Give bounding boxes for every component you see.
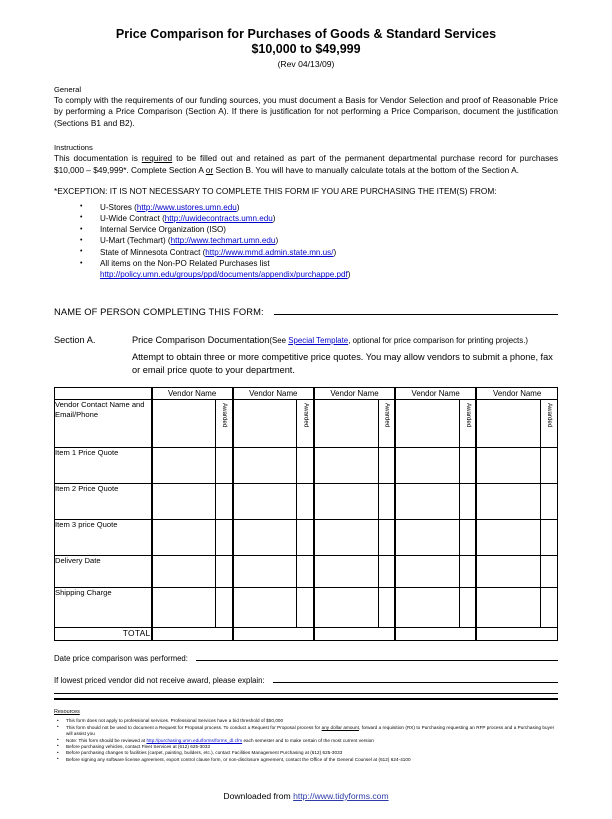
list-item: [54, 725, 558, 738]
awd-v3-item2[interactable]: [378, 484, 395, 520]
section-a-heading-line: [132, 335, 558, 347]
bullet-text: U-Stores (: [100, 202, 137, 212]
price-comparison-table: [54, 387, 558, 641]
exception-note: *EXCEPTION: IT IS NOT NECESSARY TO COMPLETE THIS FORM IF YOU ARE PURCHASING THE ITEM(S) FROM:: [54, 186, 497, 197]
section-a-instruction: Attempt to obtain three or more competitive price quotes. You may allow vendors to submit a phone, fax or email price quote to your department.: [132, 352, 553, 375]
special-template-link[interactable]: Special Template: [288, 335, 349, 345]
vendor-name-header-2: Vendor Name: [233, 388, 314, 400]
footer-prefix: Downloaded from: [223, 791, 294, 801]
cell-vendor3-item1[interactable]: [314, 448, 378, 484]
cell-vendor3-contact[interactable]: [314, 400, 378, 448]
resource-text: Before purchasing vehicles, contact Fleet Services at (612) 625-3033: [66, 744, 211, 750]
bullet-tail: ): [333, 247, 337, 257]
general-heading: General: [54, 85, 82, 94]
name-of-person-input[interactable]: [274, 314, 558, 315]
general-paragraph: To comply with the requirements of our funding sources, you must document a Basis for Vendor Selection and proof of Reasonable Price by performing a Price Comparison (Section A). If there is justification for not performing a Price Comparison, document the justification (Sections B1 and B2).: [54, 95, 558, 128]
awd-v1-item3[interactable]: [216, 520, 233, 556]
bullet-tail: ): [236, 202, 240, 212]
cell-vendor1-total[interactable]: [152, 628, 233, 641]
awd-v4-item1[interactable]: [459, 448, 476, 484]
cell-vendor5-item3[interactable]: [476, 520, 540, 556]
resource-text: Before purchasing changes to facilities (carpet, painting, builders, etc.), contact Facilities Management Purchasing at (612) 625-3033: [66, 750, 343, 756]
cell-vendor2-item3[interactable]: [233, 520, 297, 556]
row-label-item1: Item 1 Price Quote: [55, 448, 152, 484]
section-a-note-prefix: (See: [269, 335, 289, 345]
awd-v5-item2[interactable]: [541, 484, 558, 520]
awarded-cell-vendor5[interactable]: [541, 400, 558, 448]
awd-v5-item3[interactable]: [541, 520, 558, 556]
cell-vendor1-item2[interactable]: [152, 484, 216, 520]
cell-vendor5-shipping[interactable]: [476, 588, 540, 628]
resources-heading: Resources: [54, 709, 80, 716]
awd-v5-del[interactable]: [541, 556, 558, 588]
vendor-name-header-5: Vendor Name: [476, 388, 557, 400]
table-row: [55, 520, 558, 556]
footer-site-link[interactable]: http://www.tidyforms.com: [293, 791, 389, 801]
uwide-contract-link[interactable]: http://uwidecontracts.umn.edu: [164, 213, 273, 223]
page-footer: [0, 791, 612, 801]
bullet-tail: ): [347, 270, 351, 280]
row-label-vendor-contact: Vendor Contact Name and Email/Phone: [55, 400, 152, 448]
nonpo-purchases-link[interactable]: http://policy.umn.edu/groups/ppd/documents/appendix/purchappe.pdf: [100, 270, 348, 280]
exception-bullet-list: [54, 202, 558, 281]
cell-vendor2-total[interactable]: [233, 628, 314, 641]
bullet-text: State of Minnesota Contract (: [100, 247, 206, 257]
cell-vendor5-total[interactable]: [476, 628, 557, 641]
cell-vendor2-item1[interactable]: [233, 448, 297, 484]
table-row: [55, 400, 558, 448]
awd-v5-item1[interactable]: [541, 448, 558, 484]
awd-v1-del[interactable]: [216, 556, 233, 588]
cell-vendor2-delivery[interactable]: [233, 556, 297, 588]
bullet-tail: ): [272, 213, 276, 223]
cell-vendor3-total[interactable]: [314, 628, 395, 641]
techmart-link[interactable]: http://www.techmart.umn.edu: [170, 236, 276, 246]
ustores-link[interactable]: http://www.ustores.umn.edu: [136, 202, 237, 212]
cell-vendor1-contact[interactable]: [152, 400, 216, 448]
cell-vendor1-shipping[interactable]: [152, 588, 216, 628]
resource-text: Before signing any software license agreement, export control clause form, or non-disclosure agreement, contact the Office of the General Counsel at (612) 624-4100: [66, 756, 411, 762]
awd-v4-item3[interactable]: [459, 520, 476, 556]
awd-v2-item2[interactable]: [297, 484, 314, 520]
resource-underline: any dollar amount: [321, 724, 359, 730]
awarded-label-5: Awarded: [546, 403, 553, 428]
resource-text: This form does not apply to professional services. Professional Services have a bid threshold of $50,000: [66, 718, 284, 724]
vendor-name-header-4: Vendor Name: [395, 388, 476, 400]
awd-v3-item3[interactable]: [378, 520, 395, 556]
awd-v4-ship[interactable]: [459, 588, 476, 628]
awd-v4-item2[interactable]: [459, 484, 476, 520]
section-divider: [54, 698, 558, 700]
bullet-text: U-Mart (Techmart) (: [100, 236, 171, 246]
vendor-name-header-3: Vendor Name: [314, 388, 395, 400]
bullet-text: U-Wide Contract (: [100, 213, 165, 223]
cell-vendor1-item3[interactable]: [152, 520, 216, 556]
list-item: [54, 235, 558, 246]
awd-v1-item1[interactable]: [216, 448, 233, 484]
instructions-text-3: Section B. You will have to manually calculate totals at the bottom of the Section A.: [213, 164, 519, 175]
section-a-label: Section A.: [54, 334, 96, 345]
table-header-row: [55, 388, 558, 400]
row-label-item2: Item 2 Price Quote: [55, 484, 152, 520]
cell-vendor5-contact[interactable]: [476, 400, 540, 448]
cell-vendor4-total[interactable]: [395, 628, 476, 641]
cell-vendor5-delivery[interactable]: [476, 556, 540, 588]
awd-v4-del[interactable]: [459, 556, 476, 588]
awarded-cell-vendor1[interactable]: [216, 400, 233, 448]
list-item: [54, 213, 558, 224]
awd-v2-item1[interactable]: [297, 448, 314, 484]
cell-vendor5-item1[interactable]: [476, 448, 540, 484]
instructions-text-2: to be filled out and retained as part of the permanent departmental purchase record for purchases $10,000 – $49,999*. Complete Section A: [54, 153, 559, 175]
table-row: [55, 448, 558, 484]
awd-v5-ship[interactable]: [541, 588, 558, 628]
resource-text: Note: This form should be reviewed at: [66, 737, 147, 743]
awd-v1-item2[interactable]: [216, 484, 233, 520]
awarded-label-1: Awarded: [221, 403, 229, 428]
cell-vendor2-shipping[interactable]: [233, 588, 297, 628]
resource-text: This form should not be used to document a Request for Proposal process. To conduct a Request for Proposal process for: [66, 724, 322, 730]
explain-input-line2[interactable]: [54, 693, 558, 694]
name-of-person-field: [54, 306, 558, 317]
section-a: [54, 335, 558, 377]
vendor-name-header-1: Vendor Name: [152, 388, 233, 400]
awarded-cell-vendor2[interactable]: [297, 400, 314, 448]
table-row: [55, 588, 558, 628]
revision-label: (Rev 04/13/09): [277, 59, 335, 69]
cell-vendor3-item3[interactable]: [314, 520, 378, 556]
awd-v2-item3[interactable]: [297, 520, 314, 556]
bullet-text: All items on the Non-PO Related Purchases list: [100, 259, 270, 269]
section-a-heading: Price Comparison Documentation: [132, 334, 270, 345]
explain-label: If lowest priced vendor did not receive award, please explain:: [54, 676, 265, 686]
cell-vendor3-delivery[interactable]: [314, 556, 378, 588]
cell-vendor5-item2[interactable]: [476, 484, 540, 520]
cell-vendor4-item1[interactable]: [395, 448, 459, 484]
resource-text-post: , forward a requisition (RX) to Purchasing requesting an RFP process and a Purchasing buyer will assist you: [66, 724, 555, 737]
awarded-label-3: Awarded: [383, 403, 391, 428]
cell-vendor1-item1[interactable]: [152, 448, 216, 484]
awarded-cell-vendor3[interactable]: [378, 400, 395, 448]
awarded-cell-vendor4[interactable]: [459, 400, 476, 448]
cell-vendor4-shipping[interactable]: [395, 588, 459, 628]
awd-v3-del[interactable]: [378, 556, 395, 588]
awd-v3-ship[interactable]: [378, 588, 395, 628]
row-label-delivery-date: Delivery Date: [55, 556, 152, 588]
section-a-note-suffix: , optional for price comparison for printing projects.): [348, 335, 529, 345]
list-item-continuation: [54, 269, 558, 280]
row-label-total: TOTAL: [55, 628, 152, 641]
document-body: [54, 85, 558, 763]
awd-v1-ship[interactable]: [216, 588, 233, 628]
instructions-heading: Instructions: [54, 143, 93, 153]
cell-vendor3-item2[interactable]: [314, 484, 378, 520]
date-performed-field: [54, 654, 558, 663]
resources-list: [54, 718, 558, 763]
cell-vendor4-delivery[interactable]: [395, 556, 459, 588]
awd-v3-item1[interactable]: [378, 448, 395, 484]
explain-input-line1[interactable]: [273, 682, 558, 683]
table-total-row: [55, 628, 558, 641]
name-of-person-label: NAME OF PERSON COMPLETING THIS FORM:: [54, 305, 264, 317]
awd-v2-del[interactable]: [297, 556, 314, 588]
section-a-body: [132, 335, 558, 377]
table-row: [55, 484, 558, 520]
awarded-label-2: Awarded: [302, 403, 310, 428]
row-label-shipping-charge: Shipping Charge: [55, 588, 152, 628]
title-block: [0, 27, 612, 71]
instructions-text-1: This documentation is: [54, 153, 142, 164]
awd-v2-ship[interactable]: [297, 588, 314, 628]
bullet-tail: ): [275, 236, 279, 246]
list-item: [54, 757, 558, 763]
bullet-text: Internal Service Organization (ISO): [100, 225, 226, 235]
table-corner-blank: [55, 388, 152, 400]
cell-vendor4-item3[interactable]: [395, 520, 459, 556]
state-contract-link[interactable]: http://www.mmd.admin.state.mn.us/: [205, 247, 334, 257]
cell-vendor1-delivery[interactable]: [152, 556, 216, 588]
explain-field: [54, 676, 558, 685]
cell-vendor2-contact[interactable]: [233, 400, 297, 448]
list-item: [54, 202, 558, 213]
date-performed-label: Date price comparison was performed:: [54, 654, 188, 664]
cell-vendor4-contact[interactable]: [395, 400, 459, 448]
list-item: [54, 258, 558, 269]
awarded-label-4: Awarded: [464, 403, 472, 428]
cell-vendor3-shipping[interactable]: [314, 588, 378, 628]
document-page: [0, 27, 612, 819]
table-row: [55, 556, 558, 588]
row-label-item3: Item 3 price Quote: [55, 520, 152, 556]
list-item: [54, 247, 558, 258]
purchasing-forms-link[interactable]: http://purchasing.umn.edu/forms/forms_dl.cfm: [146, 737, 243, 743]
instructions-or-word: or: [205, 164, 214, 175]
page-title-line1: Price Comparison for Purchases of Goods & Standard Services: [115, 27, 497, 41]
resource-text-post: each semester and to make certain of the most current version: [242, 737, 374, 743]
instructions-required-word: required: [141, 153, 173, 164]
date-performed-input[interactable]: [196, 660, 558, 661]
cell-vendor4-item2[interactable]: [395, 484, 459, 520]
cell-vendor2-item2[interactable]: [233, 484, 297, 520]
instructions-paragraph: [54, 153, 558, 176]
list-item: [54, 224, 558, 235]
page-title-line2: $10,000 to $49,999: [251, 42, 361, 56]
